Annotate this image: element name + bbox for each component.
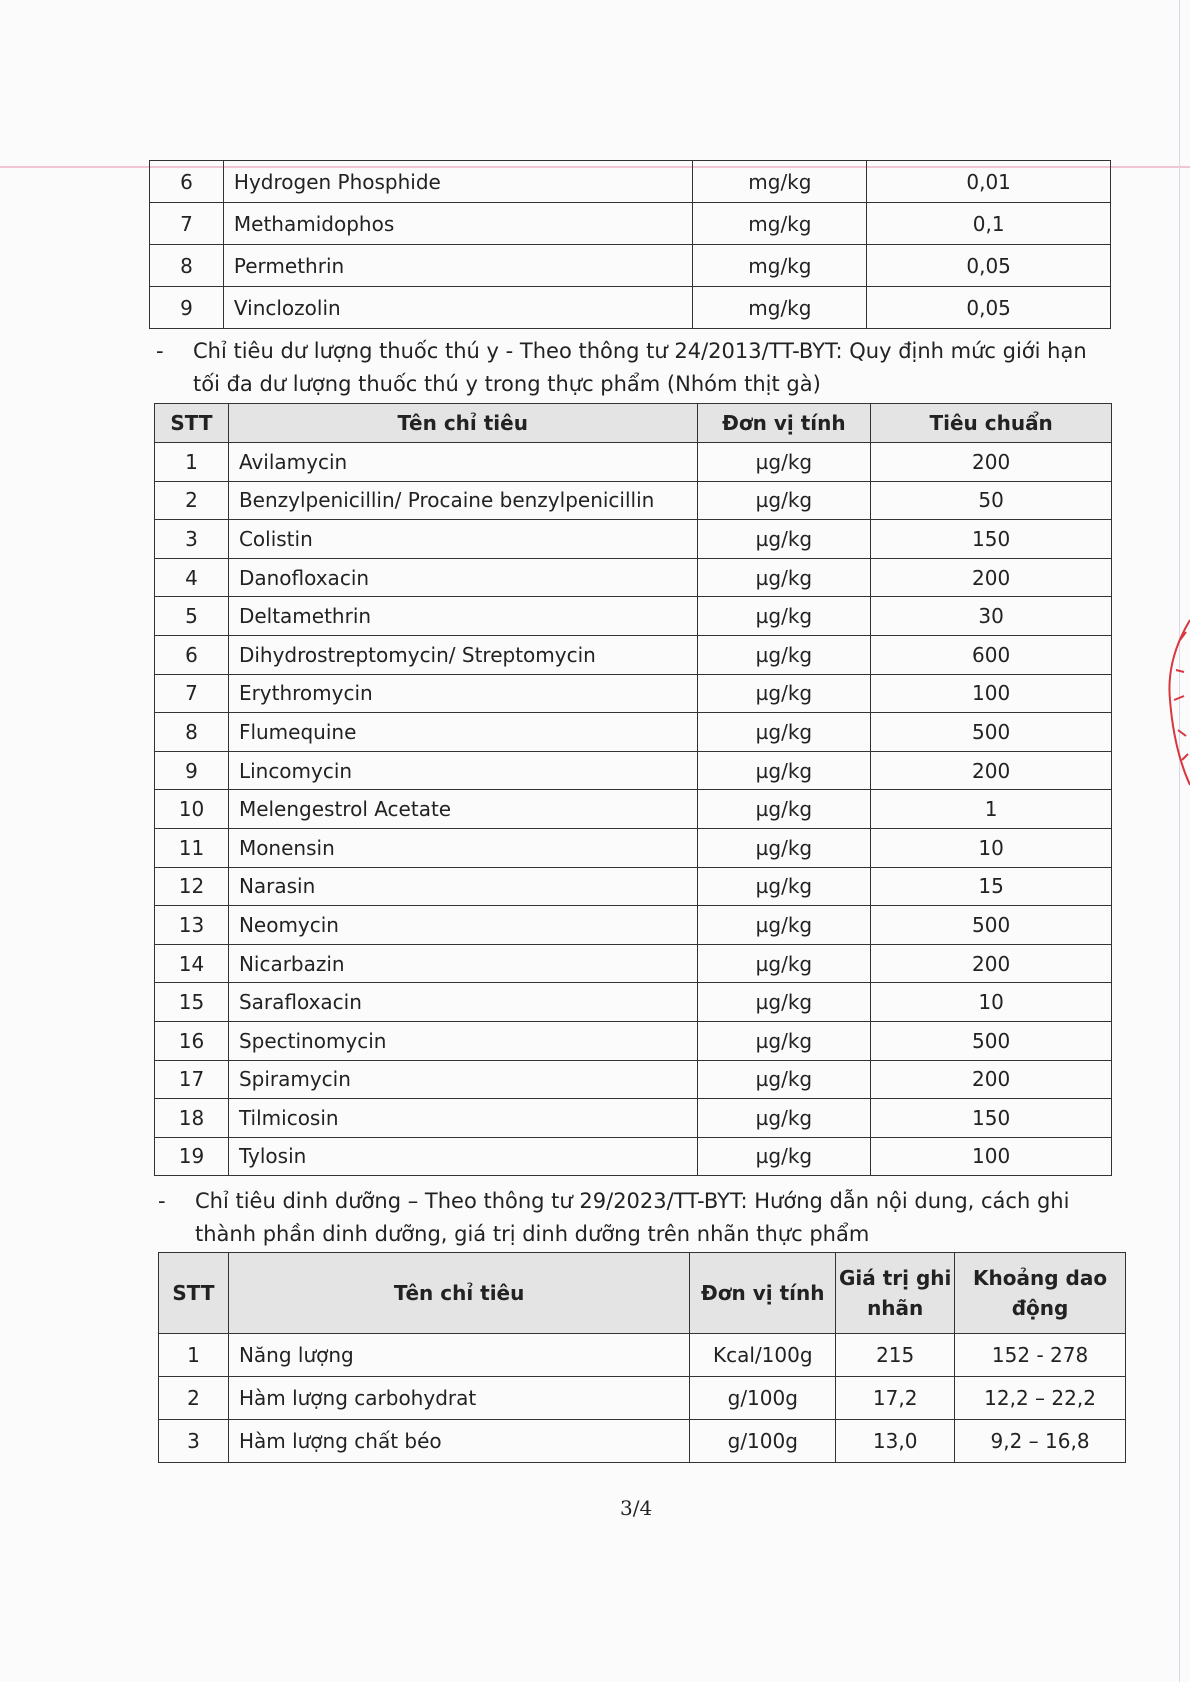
header-range: Khoảng dao động xyxy=(955,1253,1126,1334)
row-name: Erythromycin xyxy=(228,674,697,713)
row-value: 100 xyxy=(871,1137,1112,1176)
row-unit: µg/kg xyxy=(697,597,871,636)
row-range: 9,2 – 16,8 xyxy=(955,1420,1126,1463)
row-stt: 2 xyxy=(155,481,229,520)
row-unit: µg/kg xyxy=(697,443,871,482)
row-name: Lincomycin xyxy=(228,751,697,790)
header-unit: Đơn vị tính xyxy=(690,1253,836,1334)
nutrition-table xyxy=(158,1252,1126,1463)
row-name: Avilamycin xyxy=(228,443,697,482)
row-stt: 1 xyxy=(155,443,229,482)
row-value: 30 xyxy=(871,597,1112,636)
table-row xyxy=(155,906,1112,945)
table-header-row xyxy=(155,404,1112,443)
row-name: Tylosin xyxy=(228,1137,697,1176)
row-stt: 13 xyxy=(155,906,229,945)
row-name: Melengestrol Acetate xyxy=(228,790,697,829)
row-stt: 11 xyxy=(155,828,229,867)
table-row xyxy=(155,558,1112,597)
row-stt: 8 xyxy=(155,713,229,752)
header-stt: STT xyxy=(159,1253,229,1334)
header-unit: Đơn vị tính xyxy=(697,404,871,443)
row-unit: µg/kg xyxy=(697,558,871,597)
row-name: Sarafloxacin xyxy=(228,983,697,1022)
row-value: 10 xyxy=(871,828,1112,867)
row-name: Neomycin xyxy=(228,906,697,945)
row-value: 200 xyxy=(871,944,1112,983)
page-right-border xyxy=(1179,0,1180,1682)
table-row xyxy=(155,828,1112,867)
row-value: 100 xyxy=(871,674,1112,713)
row-value: 150 xyxy=(871,520,1112,559)
row-value: 0,1 xyxy=(867,203,1111,245)
row-stt: 3 xyxy=(159,1420,229,1463)
bullet-dash: - xyxy=(158,1189,166,1213)
pesticide-residue-table xyxy=(149,160,1111,329)
header-label-value: Giá trị ghi nhãn xyxy=(836,1253,955,1334)
row-unit: µg/kg xyxy=(697,906,871,945)
veterinary-drug-residue-table xyxy=(154,403,1112,1176)
row-value: 500 xyxy=(871,1021,1112,1060)
row-unit: mg/kg xyxy=(693,203,867,245)
row-value: 0,01 xyxy=(867,161,1111,203)
page-number: 3/4 xyxy=(620,1496,653,1520)
veterinary-drug-section-intro xyxy=(156,335,1118,401)
row-stt: 8 xyxy=(150,245,224,287)
row-value: 500 xyxy=(871,713,1112,752)
row-range: 152 - 278 xyxy=(955,1334,1126,1377)
row-name: Tilmicosin xyxy=(228,1099,697,1138)
table-row xyxy=(155,944,1112,983)
row-name: Dihydrostreptomycin/ Streptomycin xyxy=(228,635,697,674)
row-stt: 10 xyxy=(155,790,229,829)
row-stt: 7 xyxy=(150,203,224,245)
row-unit: µg/kg xyxy=(697,1060,871,1099)
row-stt: 1 xyxy=(159,1334,229,1377)
table-row xyxy=(155,983,1112,1022)
table-row xyxy=(159,1334,1126,1377)
header-standard: Tiêu chuẩn xyxy=(871,404,1112,443)
row-value: 600 xyxy=(871,635,1112,674)
row-stt: 16 xyxy=(155,1021,229,1060)
row-unit: µg/kg xyxy=(697,1137,871,1176)
row-name: Spiramycin xyxy=(228,1060,697,1099)
row-name: Hàm lượng chất béo xyxy=(228,1420,689,1463)
table-row xyxy=(155,790,1112,829)
section-text: Chỉ tiêu dinh dưỡng – Theo thông tư 29/2023/TT-BYT: Hướng dẫn nội dung, cách ghi thành phần dinh dưỡng, giá trị dinh dưỡng trên nhãn thực phẩm xyxy=(195,1189,1070,1246)
row-name: Colistin xyxy=(228,520,697,559)
table-row xyxy=(155,481,1112,520)
table-row xyxy=(150,287,1111,329)
table-row xyxy=(155,520,1112,559)
table-row xyxy=(150,245,1111,287)
row-stt: 15 xyxy=(155,983,229,1022)
row-unit: µg/kg xyxy=(697,481,871,520)
row-stt: 2 xyxy=(159,1377,229,1420)
row-value: 200 xyxy=(871,1060,1112,1099)
row-name: Năng lượng xyxy=(228,1334,689,1377)
row-value: 15 xyxy=(871,867,1112,906)
row-name: Vinclozolin xyxy=(223,287,693,329)
table-row xyxy=(155,751,1112,790)
row-unit: mg/kg xyxy=(693,287,867,329)
row-unit: mg/kg xyxy=(693,245,867,287)
row-stt: 12 xyxy=(155,867,229,906)
row-unit: µg/kg xyxy=(697,983,871,1022)
row-value: 150 xyxy=(871,1099,1112,1138)
table-row xyxy=(150,203,1111,245)
row-name: Hàm lượng carbohydrat xyxy=(228,1377,689,1420)
table-body xyxy=(155,443,1112,1176)
row-name: Flumequine xyxy=(228,713,697,752)
row-name: Narasin xyxy=(228,867,697,906)
table-row xyxy=(155,635,1112,674)
row-name: Hydrogen Phosphide xyxy=(223,161,693,203)
row-unit: µg/kg xyxy=(697,674,871,713)
row-value: 50 xyxy=(871,481,1112,520)
row-stt: 6 xyxy=(155,635,229,674)
row-unit: µg/kg xyxy=(697,790,871,829)
row-name: Benzylpenicillin/ Procaine benzylpenicillin xyxy=(228,481,697,520)
table-row xyxy=(155,1021,1112,1060)
table-row xyxy=(155,867,1112,906)
row-value: 500 xyxy=(871,906,1112,945)
table-row xyxy=(155,1137,1112,1176)
row-name: Danofloxacin xyxy=(228,558,697,597)
section-text: Chỉ tiêu dư lượng thuốc thú y - Theo thông tư 24/2013/TT-BYT: Quy định mức giới hạn tối đa dư lượng thuốc thú y trong thực phẩm (Nhóm thịt gà) xyxy=(193,339,1087,396)
row-stt: 5 xyxy=(155,597,229,636)
row-name: Methamidophos xyxy=(223,203,693,245)
row-value: 200 xyxy=(871,751,1112,790)
row-range: 12,2 – 22,2 xyxy=(955,1377,1126,1420)
row-unit: µg/kg xyxy=(697,1021,871,1060)
table-row xyxy=(155,1060,1112,1099)
row-name: Permethrin xyxy=(223,245,693,287)
row-stt: 14 xyxy=(155,944,229,983)
row-unit: µg/kg xyxy=(697,635,871,674)
table-row xyxy=(155,597,1112,636)
row-label-value: 17,2 xyxy=(836,1377,955,1420)
row-name: Monensin xyxy=(228,828,697,867)
table-header-row xyxy=(159,1253,1126,1334)
row-unit: µg/kg xyxy=(697,1099,871,1138)
bullet-dash: - xyxy=(156,339,164,363)
row-stt: 9 xyxy=(150,287,224,329)
row-label-value: 215 xyxy=(836,1334,955,1377)
row-unit: µg/kg xyxy=(697,867,871,906)
row-name: Spectinomycin xyxy=(228,1021,697,1060)
row-stt: 4 xyxy=(155,558,229,597)
row-unit: µg/kg xyxy=(697,520,871,559)
row-unit: µg/kg xyxy=(697,944,871,983)
table-row xyxy=(159,1420,1126,1463)
row-unit: µg/kg xyxy=(697,828,871,867)
stamp-fragment-icon xyxy=(1162,600,1190,800)
row-value: 0,05 xyxy=(867,245,1111,287)
row-stt: 18 xyxy=(155,1099,229,1138)
row-stt: 7 xyxy=(155,674,229,713)
row-stt: 6 xyxy=(150,161,224,203)
row-unit: g/100g xyxy=(690,1377,836,1420)
row-stt: 19 xyxy=(155,1137,229,1176)
row-label-value: 13,0 xyxy=(836,1420,955,1463)
row-stt: 9 xyxy=(155,751,229,790)
header-stt: STT xyxy=(155,404,229,443)
row-value: 200 xyxy=(871,558,1112,597)
table-row xyxy=(155,443,1112,482)
row-unit: g/100g xyxy=(690,1420,836,1463)
table-row xyxy=(159,1377,1126,1420)
table-row xyxy=(155,674,1112,713)
row-name: Nicarbazin xyxy=(228,944,697,983)
header-name: Tên chỉ tiêu xyxy=(228,404,697,443)
table-row xyxy=(150,161,1111,203)
row-unit: µg/kg xyxy=(697,713,871,752)
table-row xyxy=(155,713,1112,752)
row-value: 10 xyxy=(871,983,1112,1022)
table-row xyxy=(155,1099,1112,1138)
row-unit: µg/kg xyxy=(697,751,871,790)
row-unit: Kcal/100g xyxy=(690,1334,836,1377)
row-name: Deltamethrin xyxy=(228,597,697,636)
row-value: 0,05 xyxy=(867,287,1111,329)
row-value: 200 xyxy=(871,443,1112,482)
row-value: 1 xyxy=(871,790,1112,829)
row-stt: 17 xyxy=(155,1060,229,1099)
row-unit: mg/kg xyxy=(693,161,867,203)
row-stt: 3 xyxy=(155,520,229,559)
header-name: Tên chỉ tiêu xyxy=(228,1253,689,1334)
nutrition-section-intro xyxy=(158,1185,1125,1251)
